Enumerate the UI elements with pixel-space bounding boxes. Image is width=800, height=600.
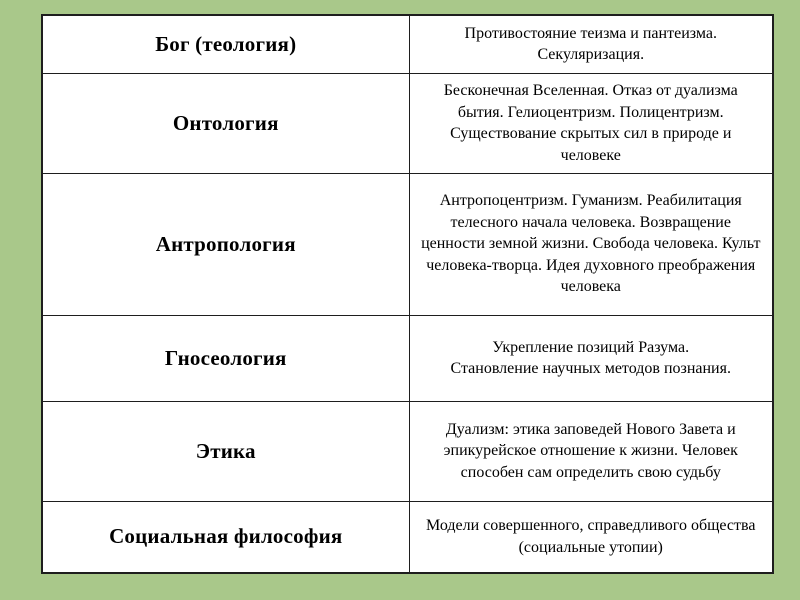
philosophy-table — [41, 14, 774, 574]
table-row — [43, 501, 772, 572]
table-grid — [43, 16, 772, 572]
row-topic: Бог (теология) — [43, 16, 409, 73]
row-description: Укрепление позиций Разума. Становление научных методов познания. — [409, 315, 772, 401]
table-row — [43, 401, 772, 501]
row-description: Антропоцентризм. Гуманизм. Реабилитация телесного начала человека. Возвращение ценности земной жизни. Свобода человека. Культ человека-творца. Идея духовного преображения человека — [409, 173, 772, 315]
row-description: Противостояние теизма и пантеизма. Секуляризация. — [409, 16, 772, 73]
row-topic: Социальная философия — [43, 501, 409, 572]
row-description: Дуализм: этика заповедей Нового Завета и эпикурейское отношение к жизни. Человек способен сам определить свою судьбу — [409, 401, 772, 501]
table-row — [43, 16, 772, 73]
row-topic: Гносеология — [43, 315, 409, 401]
row-description: Модели совершенного, справедливого общества (социальные утопии) — [409, 501, 772, 572]
row-topic: Онтология — [43, 73, 409, 173]
table-row — [43, 173, 772, 315]
row-topic: Этика — [43, 401, 409, 501]
table-row — [43, 73, 772, 173]
row-description: Бесконечная Вселенная. Отказ от дуализма бытия. Гелиоцентризм. Полицентризм. Существование скрытых сил в природе и человеке — [409, 73, 772, 173]
table-row — [43, 315, 772, 401]
row-topic: Антропология — [43, 173, 409, 315]
